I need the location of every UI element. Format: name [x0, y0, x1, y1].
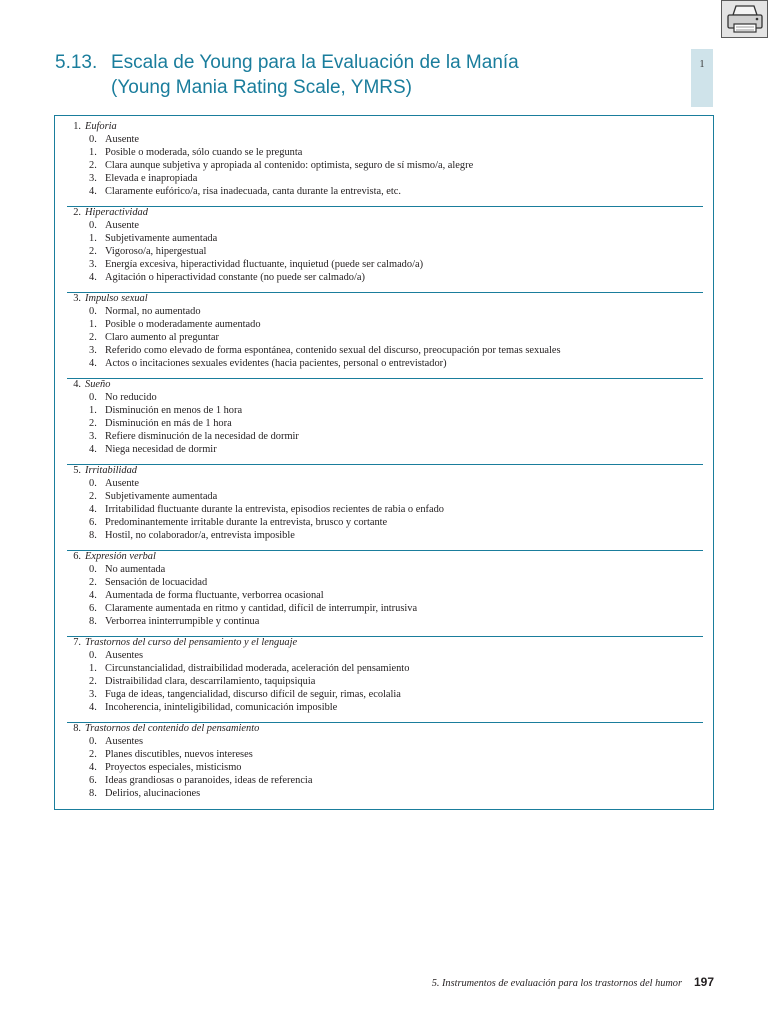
option-score: 1. [89, 232, 97, 244]
item-option [67, 491, 703, 504]
item-option [67, 134, 703, 147]
item-option [67, 603, 703, 616]
option-text: Ausente [105, 219, 140, 231]
option-score: 2. [89, 675, 97, 687]
option-score: 4. [89, 589, 97, 601]
scale-item [67, 723, 703, 809]
item-heading [67, 293, 703, 306]
item-number: 5. [73, 465, 81, 476]
option-text: Verborrea ininterrumpible y continua [105, 615, 260, 627]
option-score: 6. [89, 774, 97, 786]
option-text: Referido como elevado de forma espontánea, contenido sexual del discurso, preocupación por temas sexuales [105, 344, 561, 356]
section-number: 5.13. [55, 52, 98, 73]
option-text: Sensación de locuacidad [105, 576, 208, 588]
option-score: 2. [89, 576, 97, 588]
option-score: 4. [89, 443, 97, 455]
option-score: 2. [89, 331, 97, 343]
option-text: Clara aunque subjetiva y apropiada al contenido: optimista, seguro de sí mismo/a, alegre [105, 159, 474, 171]
page-footer [380, 975, 714, 991]
item-number: 7. [73, 637, 81, 648]
item-option [67, 762, 703, 775]
item-name: Trastornos del contenido del pensamiento [85, 723, 260, 734]
item-option [67, 259, 703, 272]
option-text: Actos o incitaciones sexuales evidentes (hacia pacientes, personal o entrevistador) [105, 357, 447, 369]
title-line-2: (Young Mania Rating Scale, YMRS) [111, 77, 412, 98]
option-text: Ideas grandiosas o paranoides, ideas de referencia [105, 774, 313, 786]
option-score: 6. [89, 602, 97, 614]
item-option [67, 517, 703, 530]
option-text: Claramente eufórico/a, risa inadecuada, canta durante la entrevista, etc. [105, 185, 401, 197]
option-score: 4. [89, 357, 97, 369]
option-score: 3. [89, 688, 97, 700]
option-score: 4. [89, 761, 97, 773]
option-text: Ausentes [105, 649, 144, 661]
option-text: Incoherencia, ininteligibilidad, comunicación imposible [105, 701, 338, 713]
page-number: 197 [693, 975, 714, 989]
print-button[interactable] [721, 0, 768, 38]
item-name: Irritabilidad [85, 465, 137, 476]
scale-item [67, 379, 703, 465]
item-option [67, 345, 703, 358]
item-name: Euforia [85, 121, 117, 132]
option-score: 2. [89, 417, 97, 429]
item-option [67, 616, 703, 629]
item-option [67, 788, 703, 801]
title-line-1: Escala de Young para la Evaluación de la Manía [111, 52, 519, 73]
option-text: Aumentada de forma fluctuante, verborrea ocasional [105, 589, 324, 601]
option-score: 3. [89, 172, 97, 184]
item-heading [67, 379, 703, 392]
option-text: Normal, no aumentado [105, 305, 201, 317]
option-text: Ausentes [105, 735, 144, 747]
scale-box [54, 115, 714, 810]
option-score: 0. [89, 563, 97, 575]
option-score: 2. [89, 490, 97, 502]
scale-item [67, 293, 703, 379]
scale-item [67, 465, 703, 551]
item-option [67, 246, 703, 259]
option-text: Disminución en menos de 1 hora [105, 404, 243, 416]
option-text: Posible o moderadamente aumentado [105, 318, 261, 330]
option-text: Distraibilidad clara, descarrilamiento, taquipsiquia [105, 675, 316, 687]
item-option [67, 504, 703, 517]
item-number: 8. [73, 723, 81, 734]
option-text: Subjetivamente aumentada [105, 232, 218, 244]
item-option [67, 650, 703, 663]
option-text: Disminución en más de 1 hora [105, 417, 232, 429]
option-score: 0. [89, 391, 97, 403]
option-text: Hostil, no colaborador/a, entrevista imposible [105, 529, 295, 541]
option-score: 8. [89, 615, 97, 627]
chapter-tab [691, 49, 713, 107]
option-text: Planes discutibles, nuevos intereses [105, 748, 253, 760]
item-option [67, 749, 703, 762]
option-text: Subjetivamente aumentada [105, 490, 218, 502]
item-option [67, 173, 703, 186]
item-heading [67, 207, 703, 220]
option-score: 4. [89, 503, 97, 515]
option-score: 0. [89, 133, 97, 145]
item-name: Trastornos del curso del pensamiento y el lenguaje [85, 637, 298, 648]
option-score: 3. [89, 430, 97, 442]
scale-item [67, 207, 703, 293]
footer-chapter-text: 5. Instrumentos de evaluación para los trastornos del humor [431, 978, 682, 989]
item-option [67, 444, 703, 457]
item-option [67, 478, 703, 491]
option-text: Delirios, alucinaciones [105, 787, 201, 799]
item-option [67, 564, 703, 577]
item-option [67, 530, 703, 543]
option-score: 1. [89, 662, 97, 674]
option-score: 3. [89, 258, 97, 270]
item-number: 4. [73, 379, 81, 390]
option-score: 3. [89, 344, 97, 356]
item-number: 3. [73, 293, 81, 304]
option-score: 6. [89, 516, 97, 528]
item-option [67, 332, 703, 345]
scale-item [67, 637, 703, 723]
item-option [67, 319, 703, 332]
option-text: No aumentada [105, 563, 166, 575]
option-score: 2. [89, 245, 97, 257]
item-option [67, 358, 703, 371]
item-option [67, 418, 703, 431]
option-score: 0. [89, 735, 97, 747]
option-text: Energía excesiva, hiperactividad fluctuante, inquietud (puede ser calmado/a) [105, 258, 424, 270]
item-option [67, 577, 703, 590]
option-score: 4. [89, 271, 97, 283]
item-number: 1. [73, 121, 81, 132]
item-option [67, 306, 703, 319]
option-text: No reducido [105, 391, 157, 403]
item-option [67, 405, 703, 418]
item-option [67, 775, 703, 788]
option-score: 8. [89, 787, 97, 799]
option-text: Fuga de ideas, tangencialidad, discurso difícil de seguir, rimas, ecolalia [105, 688, 401, 700]
option-text: Predominantemente irritable durante la entrevista, brusco y cortante [105, 516, 388, 528]
item-option [67, 160, 703, 173]
option-text: Posible o moderada, sólo cuando se le pregunta [105, 146, 303, 158]
item-option [67, 590, 703, 603]
option-score: 4. [89, 701, 97, 713]
item-option [67, 272, 703, 285]
item-option [67, 186, 703, 199]
option-text: Elevada e inapropiada [105, 172, 198, 184]
chapter-tab-label: 1 [699, 59, 705, 70]
item-heading [67, 121, 703, 134]
option-text: Claramente aumentada en ritmo y cantidad, difícil de interrumpir, intrusiva [105, 602, 418, 614]
option-score: 2. [89, 159, 97, 171]
option-score: 1. [89, 146, 97, 158]
item-heading [67, 723, 703, 736]
item-heading [67, 465, 703, 478]
option-text: Irritabilidad fluctuante durante la entrevista, episodios recientes de rabia o enfado [105, 503, 444, 515]
item-name: Sueño [85, 379, 111, 390]
page-title [55, 50, 675, 100]
printer-icon [726, 4, 764, 34]
item-option [67, 392, 703, 405]
item-name: Expresión verbal [85, 551, 156, 562]
item-number: 6. [73, 551, 81, 562]
item-option [67, 702, 703, 715]
option-text: Ausente [105, 133, 140, 145]
option-score: 2. [89, 748, 97, 760]
option-score: 0. [89, 305, 97, 317]
option-score: 1. [89, 318, 97, 330]
item-heading [67, 551, 703, 564]
item-number: 2. [73, 207, 81, 218]
item-option [67, 220, 703, 233]
option-score: 0. [89, 477, 97, 489]
option-score: 0. [89, 649, 97, 661]
option-score: 4. [89, 185, 97, 197]
option-text: Niega necesidad de dormir [105, 443, 217, 455]
scale-item [67, 121, 703, 207]
item-option [67, 147, 703, 160]
item-option [67, 676, 703, 689]
option-text: Refiere disminución de la necesidad de dormir [105, 430, 299, 442]
item-heading [67, 637, 703, 650]
item-name: Impulso sexual [85, 293, 148, 304]
item-option [67, 233, 703, 246]
item-option [67, 663, 703, 676]
item-option [67, 689, 703, 702]
option-score: 1. [89, 404, 97, 416]
option-text: Vigoroso/a, hipergestual [105, 245, 207, 257]
option-text: Agitación o hiperactividad constante (no puede ser calmado/a) [105, 271, 365, 283]
option-text: Ausente [105, 477, 140, 489]
item-option [67, 431, 703, 444]
option-text: Claro aumento al preguntar [105, 331, 219, 343]
item-name: Hiperactividad [85, 207, 148, 218]
option-text: Proyectos especiales, misticismo [105, 761, 242, 773]
item-option [67, 736, 703, 749]
option-text: Circunstancialidad, distraibilidad moderada, aceleración del pensamiento [105, 662, 410, 674]
scale-item [67, 551, 703, 637]
option-score: 8. [89, 529, 97, 541]
option-score: 0. [89, 219, 97, 231]
